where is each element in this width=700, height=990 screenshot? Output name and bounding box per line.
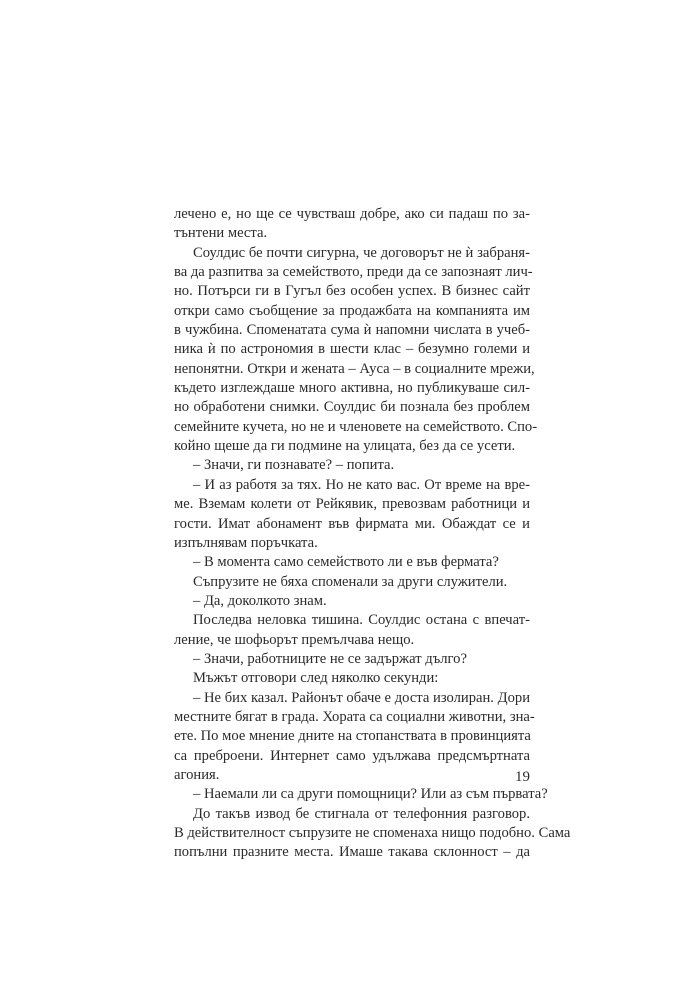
text-line: – Значи, работниците не се задържат дълго? bbox=[193, 650, 467, 667]
text-line: До такъв извод бе стигнала от телефонния разговор. bbox=[193, 805, 530, 822]
text-line: където изглеждаше много активна, но публикуваше сил- bbox=[174, 380, 530, 397]
text-line: – Не бих казал. Районът обаче е доста изолиран. Дори bbox=[193, 689, 530, 706]
text-line: – В момента само семейството ли е във фермата? bbox=[193, 554, 499, 571]
text-line: – Наемали ли са други помощници? Или аз съм първата? bbox=[193, 786, 548, 803]
text-line: Мъжът отговори след няколко секунди: bbox=[193, 670, 439, 687]
text-line: В действителност съпрузите не споменаха нищо подобно. Сама bbox=[174, 825, 571, 841]
text-line: са преброени. Интернет само удължава предсмъртната bbox=[174, 747, 530, 764]
text-line: – И аз работя за тях. Но не като вас. От време на вре- bbox=[193, 476, 530, 493]
text-line: в чужбина. Споменатата сума ѝ напомни числата в учеб- bbox=[174, 322, 530, 339]
text-line: Последва неловка тишина. Соулдис остана с впечат- bbox=[193, 612, 530, 629]
text-line: койно щеше да ги подмине на улицата, без да се усети. bbox=[174, 438, 516, 455]
text-line: ме. Вземам колети от Рейкявик, превозвам работници и bbox=[174, 496, 530, 513]
text-line: ление, че шофьорът премълчава нещо. bbox=[174, 631, 415, 648]
text-line: Соулдис бе почти сигурна, че договорът не ѝ забраня- bbox=[193, 244, 530, 261]
text-line: тънтени места. bbox=[174, 225, 268, 242]
text-line: непонятни. Откри и жената – Ауса – в социалните мрежи, bbox=[174, 360, 535, 377]
text-line: изпълнявам поръчката. bbox=[174, 534, 318, 551]
page-number: 19 bbox=[515, 769, 530, 785]
text-line: попълни празните места. Имаше такава склонност – да bbox=[174, 844, 530, 861]
body-text bbox=[174, 205, 571, 863]
text-line: откри само съобщение за продажбата на компанията им bbox=[174, 302, 530, 319]
text-line: местните бягат в града. Хората са социални животни, зна- bbox=[174, 708, 535, 725]
text-line: но обработени снимки. Соулдис би познала без проблем bbox=[174, 399, 530, 416]
text-line: Съпрузите не бяха споменали за други служители. bbox=[193, 573, 508, 590]
text-line: семейните кучета, но не и членовете на семейството. Спо- bbox=[174, 418, 538, 435]
text-line: – Значи, ги познавате? – попита. bbox=[193, 457, 395, 474]
text-line: агония. bbox=[174, 766, 220, 783]
text-line: гости. Имат абонамент във фирмата ми. Обаждат се и bbox=[174, 515, 530, 532]
text-line: – Да, доколкото знам. bbox=[193, 592, 327, 609]
text-line: ете. По мое мнение дните на стопанствата в провинцията bbox=[174, 728, 531, 745]
text-line: но. Потърси ги в Гугъл без особен успех. В бизнес сайт bbox=[174, 283, 530, 300]
text-line: ника ѝ по астрономия в шести клас – безумно големи и bbox=[174, 341, 530, 358]
text-line: ва да разпитва за семейството, преди да се запознаят лич- bbox=[174, 264, 533, 281]
text-line: лечено е, но ще се чувстваш добре, ако си падаш по за- bbox=[174, 206, 530, 222]
